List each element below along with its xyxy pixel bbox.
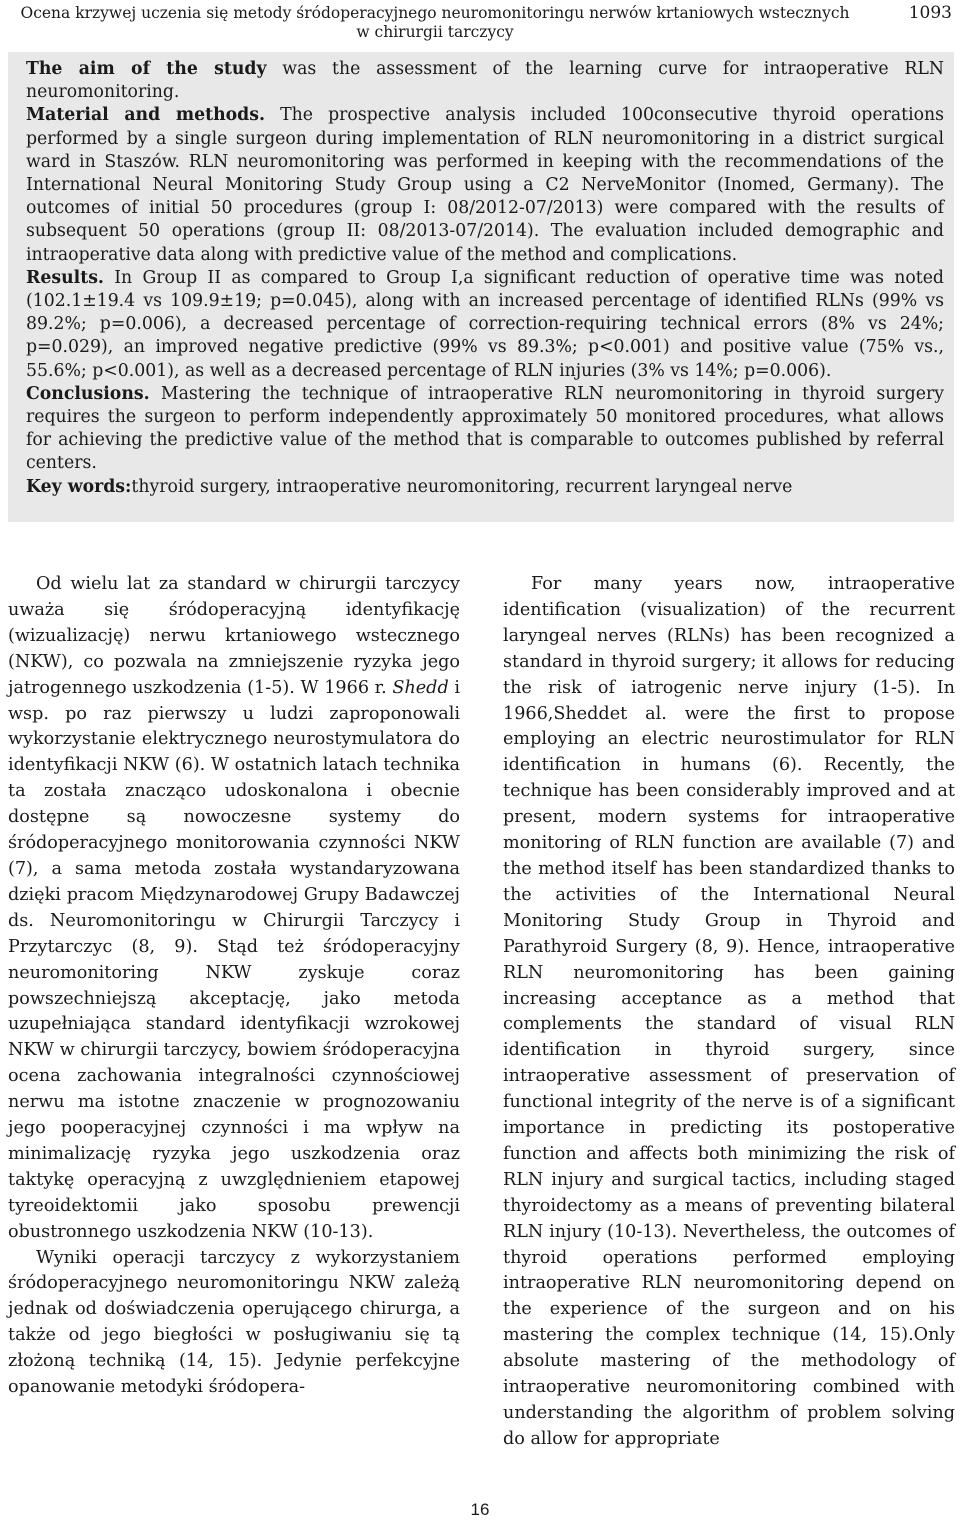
- english-column: [503, 572, 955, 1453]
- abstract-results: [26, 267, 944, 383]
- polish-p1-a: Od wielu lat za standard w chirurgii tarczycy uważa się śródoperacyjną identyfikację (wizualizację) nerwu krtaniowego wstecznego (NKW), co pozwala na zmniejszenie ryzyka jego jatrogennego uszkodzenia (1-5). W 1966 r.: [8, 574, 460, 698]
- running-title: Ocena krzywej uczenia się metody śródoperacyjnego neuromonitoringu nerwów krtaniowych wstecznych w chirurgii tarczycy: [20, 4, 850, 41]
- abstract-methods: [26, 104, 944, 266]
- english-paragraph-1: For many years now, intraoperative identification (visualization) of the recurrent laryngeal nerves (RLNs) has been recognized a standard in thyroid surgery; it allows for reducing the risk of iatrogenic nerve injury (1-5). In 1966,Sheddet al. were the first to propose employing an electric neurostimulator for RLN identification in humans (6). Recently, the technique has been considerably improved and at present, modern systems for intraoperative monitoring of RLN function are available (7) and the method itself has been standardized thanks to the activities of the International Neural Monitoring Study Group in Thyroid and Parathyroid Surgery (8, 9). Hence, intraoperative RLN neuromonitoring has been gaining increasing acceptance as a method that complements the standard of visual RLN identification in thyroid surgery, since intraoperative assessment of preservation of functional integrity of the nerve is of a significant importance in predicting its postoperative function and affects both minimizing the risk of RLN injury and surgical tactics, including staged thyroidectomy as a means of preventing bilateral RLN injury (10-13). Nevertheless, the outcomes of thyroid operations performed employing intraoperative RLN neuromonitoring depend on the experience of the surgeon and on his mastering the complex technique (14, 15).Only absolute mastering of the methodology of intraoperative neuromonitoring combined with understanding the algorithm of problem solving do allow for appropriate: [503, 574, 955, 1449]
- conclusions-text: Mastering the technique of intraoperative RLN neuromonitoring in thyroid surgery requires the surgeon to perform independently approximately 50 monitored procedures, what allows for achieving the predictive value of the method that is comparable to outcomes published by referral centers.: [26, 383, 944, 474]
- conclusions-label: Conclusions.: [26, 383, 150, 404]
- abstract-aim: [26, 58, 944, 104]
- keywords-text: thyroid surgery, intraoperative neuromonitoring, recurrent laryngeal nerve: [131, 476, 793, 497]
- polish-author-italic: Shedd: [392, 677, 449, 698]
- aim-text: was the assessment of the learning curve for intraoperative RLN neuromonitoring.: [26, 59, 944, 103]
- polish-column: [8, 572, 460, 1401]
- results-text: In Group II as compared to Group I,a significant reduction of operative time was noted (102.1±19.4 vs 109.9±19; p=0.045), along with an increased percentage of identified RLNs (99% vs 89.2%; p=0.006), a decreased percentage of correction-requiring technical errors (8% vs 24%; p=0.029), an improved negative predictive (99% vs 89.3%; p<0.001) and positive value (75% vs., 55.6%; p<0.001), as well as a decreased percentage of RLN injuries (3% vs 14%; p=0.006).: [26, 267, 944, 381]
- methods-text: The prospective analysis included 100consecutive thyroid operations performed by a single surgeon during implementation of RLN neuromonitoring in a district surgical ward in Staszów. RLN neuromonitoring was performed in keeping with the recommendations of the International Neural Monitoring Study Group using a C2 NerveMonitor (Inomed, Germany). The outcomes of initial 50 procedures (group I: 08/2012-07/2013) were compared with the results of subsequent 50 operations (group II: 08/2013-07/2014). The evaluation included demographic and intraoperative data along with predictive value of the method and complications.: [26, 105, 945, 265]
- polish-paragraph-1: [8, 572, 460, 1246]
- polish-p1-b: i wsp. po raz pierwszy u ludzi zaproponowali wykorzystanie elektrycznego neurostymulatora do identyfikacji NKW (6). W ostatnich latach technika ta została znacząco udoskonalona i obecnie dostępne są nowoczesne systemy do śródoperacyjnego monitorowania czynności NKW (7), a sama metoda została wystandaryzowana dzięki pracom Międzynarodowej Grupy Badawczej ds. Neuromonitoringu w Chirurgii Tarczycy i Przytarczyc (8, 9). Stąd też śródoperacyjny neuromonitoring NKW zyskuje coraz powszechniejszą akceptację, jako metoda uzupełniająca standard identyfikacji wzrokowej NKW w chirurgii tarczycy, bowiem śródoperacyjna ocena zachowania integralności czynnościowej nerwu ma istotne znaczenie w prognozowaniu jego pooperacyjnej czynności i ma wpływ na minimalizację ryzyka jego uszkodzenia oraz taktykę operacyjną z uwzględnieniem etapowej tyreoidektomii jako sposobu prewencji obustronnego uszkodzenia NKW (10-13).: [8, 677, 460, 1242]
- results-label: Results.: [26, 267, 104, 288]
- abstract-keywords: [26, 476, 944, 499]
- footer-page-number: 16: [470, 1500, 490, 1519]
- abstract-box: [8, 52, 954, 522]
- journal-page-number: 1093: [908, 3, 952, 23]
- running-header: [0, 4, 960, 44]
- abstract-conclusions: [26, 383, 944, 476]
- polish-paragraph-2: Wyniki operacji tarczycy z wykorzystaniem śródoperacyjnego neuromonitoringu NKW zależą jednak od doświadczenia operującego chirurga, a także od jego biegłości w posługiwaniu się tą złożoną techniką (14, 15). Jedynie perfekcyjne opanowanie metodyki śródopera-: [8, 1247, 460, 1398]
- methods-label: Material and methods.: [26, 105, 266, 126]
- keywords-label: Key words:: [26, 476, 132, 497]
- aim-label: The aim of the study: [26, 59, 267, 79]
